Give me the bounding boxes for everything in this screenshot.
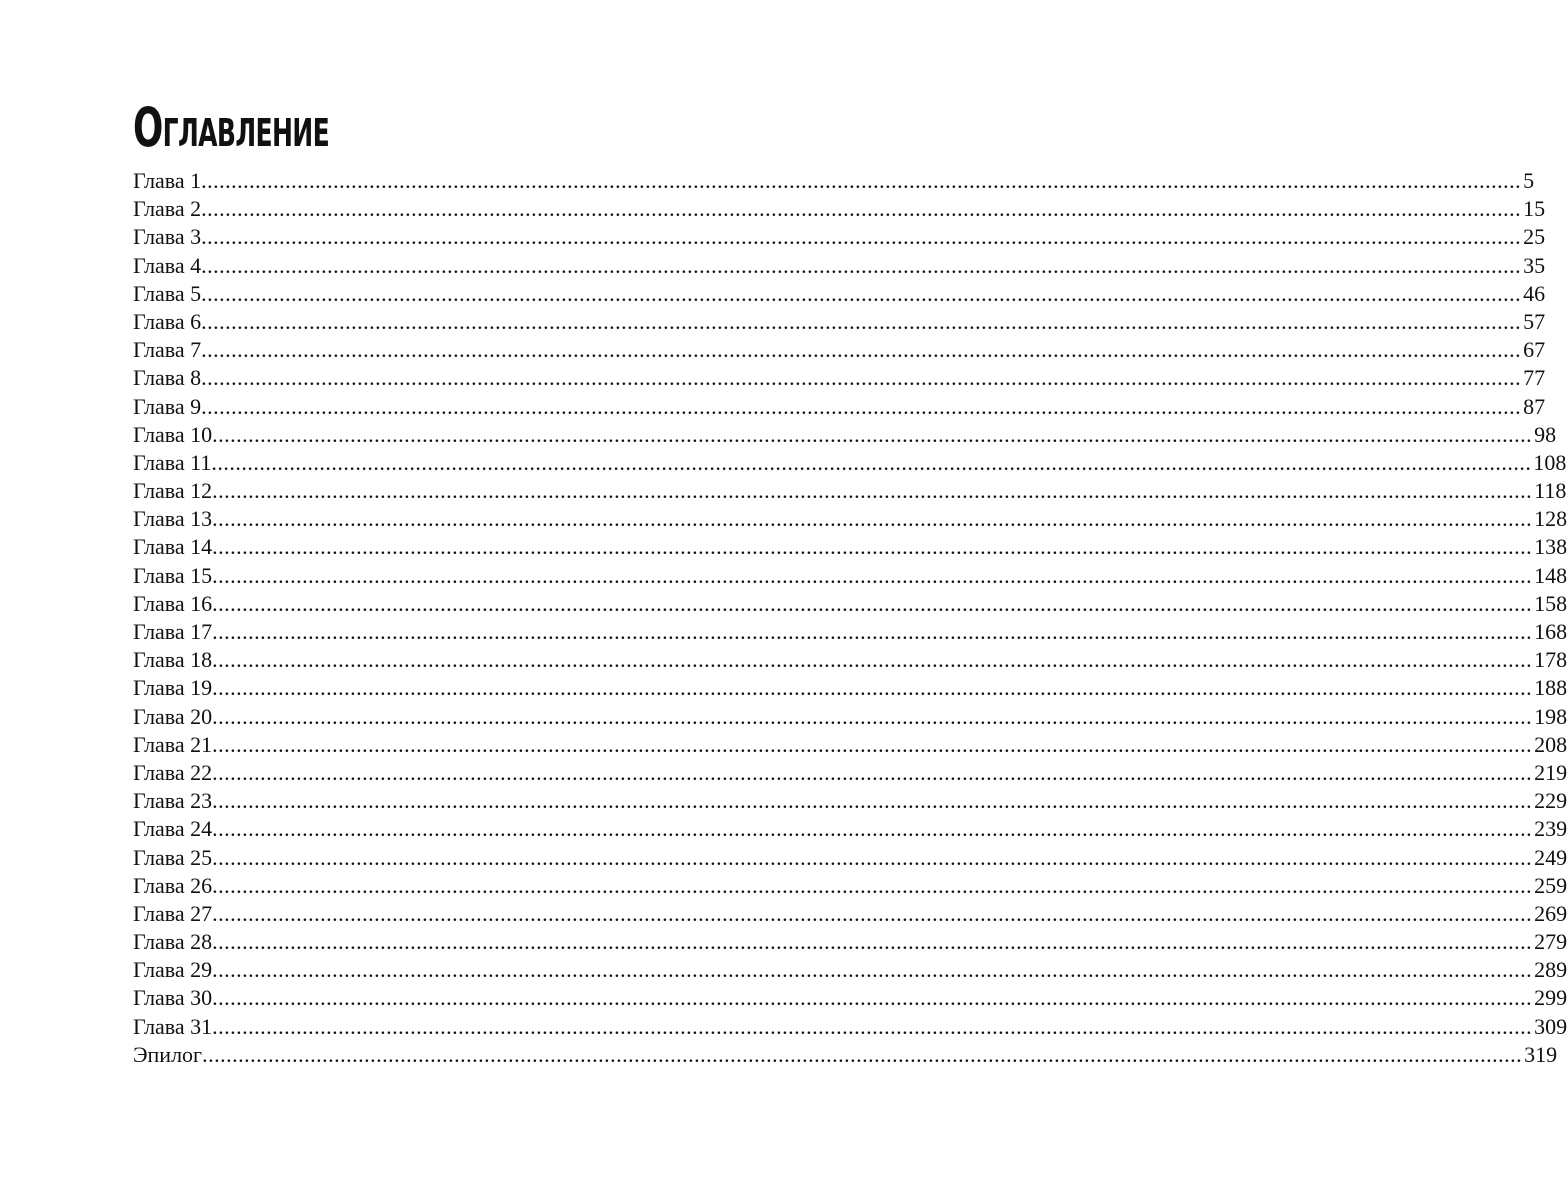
toc-dot-leader: ............................................................................................................................................................................................................................ [212, 647, 1533, 673]
toc-entry-label: Глава 9 [133, 393, 202, 419]
toc-dot-leader: ............................................................................................................................................................................................................................ [202, 1041, 1523, 1067]
toc-entry [133, 449, 1567, 477]
toc-entry-label: Глава 23 [133, 788, 213, 814]
toc-entry-label: Глава 10 [133, 421, 213, 447]
toc-entry [133, 787, 1567, 815]
toc-entry-page-number: 249 [1534, 844, 1567, 870]
toc-entry [133, 618, 1567, 646]
toc-entry-label: Глава 19 [133, 675, 213, 701]
toc-entry [133, 393, 1546, 421]
toc-entry-page-number: 118 [1534, 478, 1567, 504]
toc-entry [133, 900, 1567, 928]
toc-dot-leader: ............................................................................................................................................................................................................................ [201, 196, 1522, 222]
toc-entry-page-number: 15 [1523, 196, 1546, 222]
toc-entry-page-number: 188 [1534, 675, 1567, 701]
toc-dot-leader: ............................................................................................................................................................................................................................ [212, 844, 1533, 870]
toc-entry-label: Глава 5 [133, 280, 202, 306]
toc-dot-leader: ............................................................................................................................................................................................................................ [212, 929, 1533, 955]
toc-entry [133, 336, 1546, 364]
toc-entry-label: Глава 25 [133, 844, 213, 870]
toc-entry-label: Глава 21 [133, 731, 213, 757]
toc-dot-leader: ............................................................................................................................................................................................................................ [212, 506, 1533, 532]
toc-entry [133, 252, 1546, 280]
toc-entry [133, 308, 1546, 336]
toc-dot-leader: ............................................................................................................................................................................................................................ [201, 365, 1522, 391]
toc-entry-page-number: 128 [1534, 506, 1567, 532]
toc-entry-page-number: 259 [1534, 872, 1567, 898]
toc-entry [133, 674, 1567, 702]
toc-entry [133, 956, 1567, 984]
toc-entry [133, 590, 1567, 618]
toc-entry-page-number: 168 [1534, 619, 1567, 644]
toc-entry-label: Глава 2 [133, 196, 202, 222]
toc-entry-label: Глава 26 [133, 872, 213, 898]
toc-entry-label: Глава 11 [133, 449, 212, 475]
toc-entry-label: Глава 28 [133, 929, 213, 955]
toc-entry-label: Глава 18 [133, 647, 213, 673]
toc-entry-page-number: 319 [1524, 1041, 1558, 1067]
toc-dot-leader: ............................................................................................................................................................................................................................ [201, 337, 1522, 363]
toc-entry-page-number: 269 [1534, 900, 1567, 926]
toc-entry [133, 167, 1535, 195]
toc-entry [133, 759, 1567, 787]
toc-dot-leader: ............................................................................................................................................................................................................................ [201, 280, 1522, 306]
toc-dot-leader: ............................................................................................................................................................................................................................ [201, 168, 1522, 193]
toc-entry-label: Глава 12 [133, 478, 213, 504]
toc-dot-leader: ............................................................................................................................................................................................................................ [212, 731, 1533, 757]
toc-entry-page-number: 108 [1533, 449, 1567, 475]
toc-dot-leader: ............................................................................................................................................................................................................................ [212, 703, 1533, 729]
toc-dot-leader: ............................................................................................................................................................................................................................ [212, 957, 1533, 983]
toc-dot-leader: ............................................................................................................................................................................................................................ [211, 449, 1532, 475]
toc-dot-leader: ............................................................................................................................................................................................................................ [201, 224, 1522, 250]
toc-dot-leader: ............................................................................................................................................................................................................................ [212, 985, 1533, 1011]
toc-dot-leader: ............................................................................................................................................................................................................................ [212, 759, 1533, 785]
toc-entry-page-number: 198 [1534, 703, 1567, 729]
toc-entry-label: Глава 20 [133, 703, 213, 729]
toc-dot-leader: ............................................................................................................................................................................................................................ [212, 872, 1533, 898]
toc-entry [133, 280, 1546, 308]
toc-entry-label: Глава 24 [133, 816, 213, 842]
toc-dot-leader: ............................................................................................................................................................................................................................ [212, 478, 1533, 504]
toc-entry-label: Глава 7 [133, 337, 202, 363]
toc-entry [133, 815, 1567, 843]
toc-entry-page-number: 208 [1534, 731, 1567, 757]
toc-entry-page-number: 289 [1534, 957, 1567, 983]
toc-entry [133, 195, 1546, 223]
toc-entry-label: Глава 17 [133, 619, 213, 644]
toc-entry-label: Глава 27 [133, 900, 213, 926]
toc-entry [133, 562, 1567, 590]
toc-entry-page-number: 178 [1534, 647, 1567, 673]
toc-dot-leader: ............................................................................................................................................................................................................................ [212, 619, 1533, 644]
toc-entry [133, 421, 1557, 449]
toc-dot-leader: ............................................................................................................................................................................................................................ [201, 252, 1522, 278]
toc-entry-page-number: 309 [1534, 1013, 1567, 1039]
toc-entry-page-number: 46 [1523, 280, 1546, 306]
toc-entry [133, 477, 1567, 505]
toc-entry-label: Глава 6 [133, 308, 202, 334]
toc-entry-page-number: 158 [1534, 590, 1567, 616]
toc-entry-page-number: 299 [1534, 985, 1567, 1011]
toc-dot-leader: ............................................................................................................................................................................................................................ [212, 675, 1533, 701]
toc-entry-label: Глава 22 [133, 759, 213, 785]
toc-dot-leader: ............................................................................................................................................................................................................................ [212, 590, 1533, 616]
toc-entry-label: Глава 31 [133, 1013, 213, 1039]
toc-entry-page-number: 25 [1523, 224, 1546, 250]
toc-entry-page-number: 148 [1534, 562, 1567, 588]
toc-entry-page-number: 5 [1523, 168, 1535, 193]
toc-dot-leader: ............................................................................................................................................................................................................................ [212, 421, 1533, 447]
toc-dot-leader: ............................................................................................................................................................................................................................ [212, 1013, 1533, 1039]
toc-entry-page-number: 77 [1523, 365, 1546, 391]
toc-entry [133, 364, 1546, 392]
toc-dot-leader: ............................................................................................................................................................................................................................ [212, 788, 1533, 814]
toc-entry [133, 505, 1567, 533]
toc-entry-page-number: 57 [1523, 308, 1546, 334]
toc-entry-label: Глава 30 [133, 985, 213, 1011]
toc-dot-leader: ............................................................................................................................................................................................................................ [201, 308, 1522, 334]
toc-entry [133, 703, 1567, 731]
table-of-contents [133, 167, 1567, 1069]
toc-entry-page-number: 67 [1523, 337, 1546, 363]
toc-entry-label: Глава 13 [133, 506, 213, 532]
toc-entry-label: Глава 8 [133, 365, 202, 391]
toc-dot-leader: ............................................................................................................................................................................................................................ [201, 393, 1522, 419]
toc-entry-page-number: 219 [1534, 759, 1567, 785]
toc-dot-leader: ............................................................................................................................................................................................................................ [212, 900, 1533, 926]
toc-entry-page-number: 279 [1534, 929, 1567, 955]
toc-entry-page-number: 239 [1534, 816, 1567, 842]
toc-entry-label: Глава 1 [133, 168, 202, 193]
toc-entry-page-number: 98 [1534, 421, 1557, 447]
toc-entry-page-number: 229 [1534, 788, 1567, 814]
toc-entry-label: Эпилог [133, 1041, 203, 1067]
toc-entry [133, 984, 1567, 1012]
toc-entry [133, 844, 1567, 872]
toc-entry-page-number: 87 [1523, 393, 1546, 419]
toc-entry [133, 872, 1567, 900]
toc-entry [133, 646, 1567, 674]
toc-entry [133, 223, 1546, 251]
toc-dot-leader: ............................................................................................................................................................................................................................ [212, 562, 1533, 588]
toc-dot-leader: ............................................................................................................................................................................................................................ [212, 534, 1533, 560]
toc-entry [133, 731, 1567, 759]
toc-entry [133, 1041, 1558, 1069]
toc-entry-label: Глава 4 [133, 252, 202, 278]
toc-entry-label: Глава 16 [133, 590, 213, 616]
toc-entry-label: Глава 3 [133, 224, 202, 250]
toc-entry [133, 533, 1567, 561]
toc-entry-label: Глава 14 [133, 534, 213, 560]
toc-entry [133, 928, 1567, 956]
toc-entry-page-number: 138 [1534, 534, 1567, 560]
toc-entry-label: Глава 15 [133, 562, 213, 588]
toc-entry-page-number: 35 [1523, 252, 1546, 278]
page-title: Оглавление [133, 96, 330, 159]
toc-entry-label: Глава 29 [133, 957, 213, 983]
toc-entry [133, 1013, 1567, 1041]
toc-dot-leader: ............................................................................................................................................................................................................................ [212, 816, 1533, 842]
